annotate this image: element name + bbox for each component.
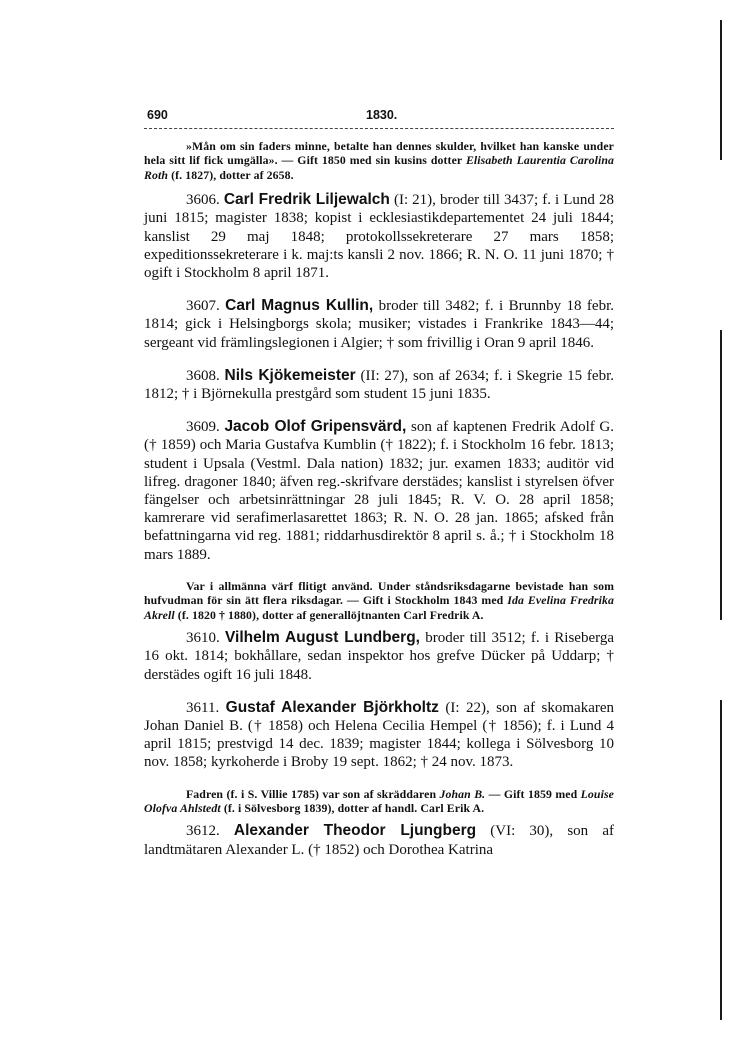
- running-header: [144, 108, 614, 126]
- entry-3611-note: Fadren (f. i S. Villie 1785) var son af skräddaren Johan B. — Gift 1859 med Louise Olofva Ahlstedt (f. i Sölvesborg 1839), dotter af handl. Carl Erik A.: [144, 786, 614, 815]
- person-name: Carl Fredrik Liljewalch: [223, 191, 390, 209]
- person-name: Nils Kjökemeister: [224, 366, 356, 384]
- entry-3606: 3606. Carl Fredrik Liljewalch (I: 21), broder till 3437; f. i Lund 28 juni 1815; magister 1838; kopist i ecklesiastikdepartementet 24 juli 1844; kanslist 29 maj 1848; protokollssekreterare 27 mars 1858; expeditionssekreterare i k. maj:ts kansli 2 nov. 1866; R. N. O. 11 juni 1870; † ogift i Stockholm 8 april 1871.: [144, 191, 614, 282]
- entry-3607: 3607. Carl Magnus Kullin, broder till 3482; f. i Brunnby 18 febr. 1814; gick i Helsingborgs skola; musiker; vistades i Frankrike 1843—44; sergeant vid främlingslegionen i Algier; † som frivillig i Oran 9 april 1846.: [144, 297, 614, 351]
- page-edge-shadow: [720, 700, 722, 1020]
- entry-3609: 3609. Jacob Olof Gripensvärd, son af kaptenen Fredrik Adolf G. († 1859) och Maria Gustafva Kumblin († 1822); f. i Stockholm 16 febr. 1813; student i Upsala (Vestml. Dala nation) 1832; jur. examen 1833; auditör vid lifreg. dragoner 1840; äfven reg.-skrifvare derstädes; kanslist i styrelsen öfver fängelser och arbetsinrättningar 28 juli 1845; R. V. O. 28 april 1858; kamrerare vid serafimerlasarettet 1863; R. N. O. 28 jan. 1865; afsked från befattningarna vid reg. 1881; riddarhusdirektör 8 april s. å.; † i Stockholm 18 mars 1889.: [144, 418, 614, 563]
- father-name: Johan B.: [439, 786, 486, 801]
- page-number: 690: [147, 108, 168, 122]
- person-name: Carl Magnus Kullin,: [225, 297, 374, 315]
- person-name: Jacob Olof Gripensvärd,: [224, 418, 407, 436]
- entry-3610: 3610. Vilhelm August Lundberg, broder till 3512; f. i Riseberga 16 okt. 1814; bokhållare, sedan inspektor hos grefve Dücker på Uddarp; † derstädes ogift 16 juli 1848.: [144, 629, 614, 683]
- person-name: Vilhelm August Lundberg,: [224, 629, 420, 647]
- person-name: Alexander Theodor Ljungberg: [233, 822, 477, 840]
- spouse-name: Ida Evelina Fredrika Akrell: [144, 593, 614, 622]
- spouse-name: Elisabeth Laurentia Carolina Roth: [144, 153, 614, 182]
- person-name: Gustaf Alexander Björkholtz: [225, 698, 439, 716]
- page-edge-shadow: [720, 20, 722, 160]
- entry-3611: 3611. Gustaf Alexander Björkholtz (I: 22), son af skomakaren Johan Daniel B. († 1858) och Helena Cecilia Hempel († 1856); f. i Lund 4 april 1815; prestvigd 14 dec. 1839; magister 1844; kollega i Sölvesborg 10 nov. 1858; kyrkoherde i Broby 19 sept. 1862; † 24 nov. 1873.: [144, 698, 614, 771]
- running-year: 1830.: [366, 108, 398, 122]
- page-edge-shadow: [720, 330, 722, 620]
- entry-3609-note: Var i allmänna värf flitigt använd. Under ståndsriksdagarne bevistade han som hufvudman för sin ätt flera riksdagar. — Gift i Stockholm 1843 med Ida Evelina Fredrika Akrell (f. 1820 † 1880), dotter af generallöjtnanten Carl Fredrik A.: [144, 578, 614, 622]
- entry-3612: 3612. Alexander Theodor Ljungberg (VI: 30), son af landtmätaren Alexander L. († 1852) och Dorothea Katrina: [144, 822, 614, 858]
- top-note: »Mån om sin faders minne, betalte han dennes skulder, hvilket han kanske under hela sitt lif fick umgälla». — Gift 1850 med sin kusins dotter Elisabeth Laurentia Carolina Roth (f. 1827), dotter af 2658.: [144, 139, 614, 182]
- spouse-name: Louise Olofva Ahlstedt: [144, 786, 614, 815]
- entry-3608: 3608. Nils Kjökemeister (II: 27), son af 2634; f. i Skegrie 15 febr. 1812; † i Björnekulla prestgård som student 15 juni 1835.: [144, 366, 615, 403]
- book-page: [144, 108, 614, 874]
- header-rule: [144, 128, 614, 129]
